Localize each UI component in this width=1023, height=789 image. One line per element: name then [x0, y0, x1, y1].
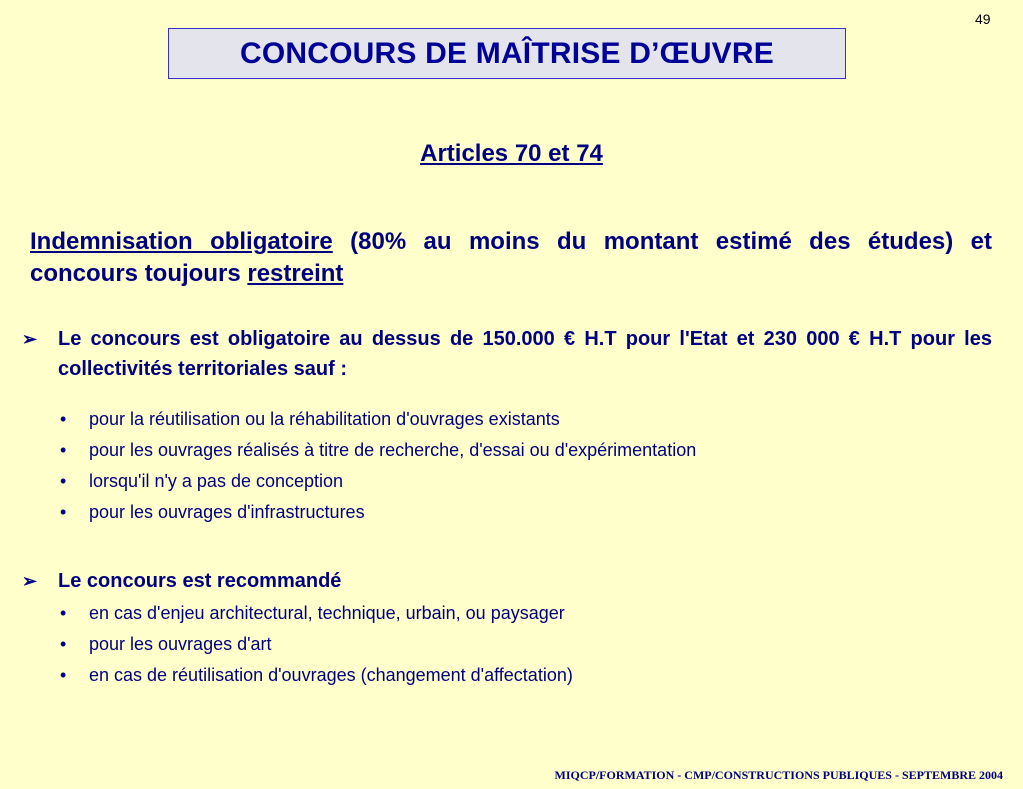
arrow-right-icon: ➢ [22, 329, 38, 349]
bullet-icon: • [60, 409, 67, 429]
intro-end: restreint [247, 260, 344, 287]
slide-title: CONCOURS DE MAÎTRISE D’ŒUVRE [240, 36, 774, 70]
title-box [168, 28, 846, 79]
list-item: • pour la réutilisation ou la réhabilitation d'ouvrages existants [58, 404, 958, 435]
bullet-icon: • [60, 502, 67, 522]
section-obligatoire [22, 324, 992, 384]
bullet-icon: • [60, 634, 67, 654]
section-recommande-list [58, 598, 958, 691]
bullet-icon: • [60, 471, 67, 491]
subtitle-text: Articles 70 et 74 [420, 140, 603, 167]
bullet-icon: • [60, 603, 67, 623]
subtitle [0, 140, 1023, 168]
page-number: 49 [975, 11, 991, 27]
list-item: • pour les ouvrages d'infrastructures [58, 497, 958, 528]
intro-paragraph [30, 226, 992, 290]
intro-lead: Indemnisation obligatoire [30, 228, 333, 255]
bullet-icon: • [60, 665, 67, 685]
list-item: • en cas d'enjeu architectural, technique, urbain, ou paysager [58, 598, 958, 629]
bullet-icon: • [60, 440, 67, 460]
section-obligatoire-heading: Le concours est obligatoire au dessus de 150.000 € H.T pour l'Etat et 230 000 € H.T pour les collectivités territoriales sauf : [58, 328, 992, 380]
intro-middle: (80% au moins du montant estimé des études) et concours toujours [30, 228, 992, 287]
list-item: • lorsqu'il n'y a pas de conception [58, 466, 958, 497]
arrow-right-icon: ➢ [22, 571, 38, 591]
list-item: • en cas de réutilisation d'ouvrages (changement d'affectation) [58, 660, 958, 691]
section-recommande [22, 566, 992, 596]
section-obligatoire-list [58, 404, 958, 528]
list-item: • pour les ouvrages réalisés à titre de recherche, d'essai ou d'expérimentation [58, 435, 958, 466]
footer: MIQCP/FORMATION - CMP/CONSTRUCTIONS PUBLIQUES - SEPTEMBRE 2004 [554, 768, 1003, 782]
list-item: • pour les ouvrages d'art [58, 629, 958, 660]
section-recommande-heading: Le concours est recommandé [58, 570, 342, 592]
